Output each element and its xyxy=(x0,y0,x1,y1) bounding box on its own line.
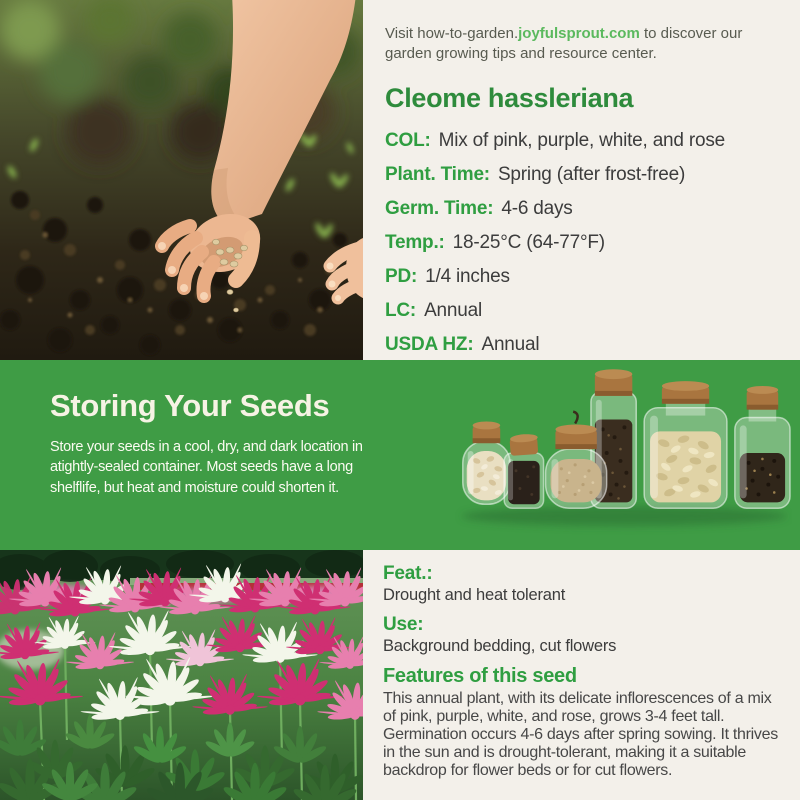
spec-value: Spring (after frost-free) xyxy=(497,163,686,185)
jar-dark xyxy=(504,433,543,508)
spec-label: LC: xyxy=(385,299,417,321)
spec-list xyxy=(385,130,790,356)
intro-text xyxy=(385,24,757,64)
features-paragraph: This annual plant, with its delicate inflorescences of a mix of pink, purple, white, and rose, grows 3-4 feet tall. Germination occurs 4-6 days after spring sowing. It thrives in the sun and is drought-tolerant, making it a suitable backdrop for flower beds or for cut flowers. xyxy=(383,690,778,780)
spec-row-plant-time xyxy=(385,164,790,186)
jar-beans xyxy=(463,421,510,504)
spec-label: PD: xyxy=(385,265,418,287)
features-panel xyxy=(363,550,800,800)
spec-label: Plant. Time: xyxy=(385,163,490,185)
sowing-photo-illustration xyxy=(0,0,363,360)
spec-value: Mix of pink, purple, white, and rose xyxy=(438,129,726,151)
intro-prefix: Visit how-to-garden. xyxy=(385,25,519,42)
intro-suffix: to discover our garden growing tips and resource center. xyxy=(385,25,743,62)
storage-title: Storing Your Seeds xyxy=(50,388,330,423)
sowing-photo xyxy=(0,0,363,360)
spec-value: Annual xyxy=(424,299,483,321)
feat-value: Drought and heat tolerant xyxy=(383,586,566,604)
spec-value: 18-25°C (64-77°F) xyxy=(452,231,605,253)
use-label: Use: xyxy=(383,614,424,635)
spec-row-planting-depth xyxy=(385,266,790,288)
jar-bottle xyxy=(735,386,790,508)
website-url: joyfulsprout.com xyxy=(518,25,640,42)
spec-row-color xyxy=(385,130,790,152)
feat-label: Feat.: xyxy=(383,563,433,584)
spec-value: 1/4 inches xyxy=(425,265,510,287)
flowers-photo-illustration xyxy=(0,550,363,800)
storage-body: Store your seeds in a cool, dry, and dark location in atightly-sealed container. Most seeds have a long shelflife, but heat and moisture could shorten it. xyxy=(50,439,363,496)
spec-row-life-cycle xyxy=(385,300,790,322)
seed-jars-photo xyxy=(400,360,800,550)
plant-title: Cleome hassleriana xyxy=(385,82,634,113)
spec-row-usda-zone xyxy=(385,334,790,356)
spec-row-germ-time xyxy=(385,198,790,220)
info-panel xyxy=(363,0,800,360)
seed-jars-illustration xyxy=(447,366,792,544)
spec-value: 4-6 days xyxy=(501,197,573,219)
spec-label: USDA HZ: xyxy=(385,333,474,355)
spec-label: Germ. Time: xyxy=(385,197,494,219)
bottom-section xyxy=(0,550,800,800)
use-value: Background bedding, cut flowers xyxy=(383,637,617,655)
spec-label: COL: xyxy=(385,129,431,151)
jar-large xyxy=(644,381,727,508)
spec-row-temp xyxy=(385,232,790,254)
top-section xyxy=(0,0,800,360)
storage-text-block xyxy=(0,360,400,550)
flowers-photo xyxy=(0,550,363,800)
storage-band xyxy=(0,360,800,550)
spec-value: Annual xyxy=(481,333,540,355)
spec-label: Temp.: xyxy=(385,231,445,253)
features-heading: Features of this seed xyxy=(383,665,577,687)
